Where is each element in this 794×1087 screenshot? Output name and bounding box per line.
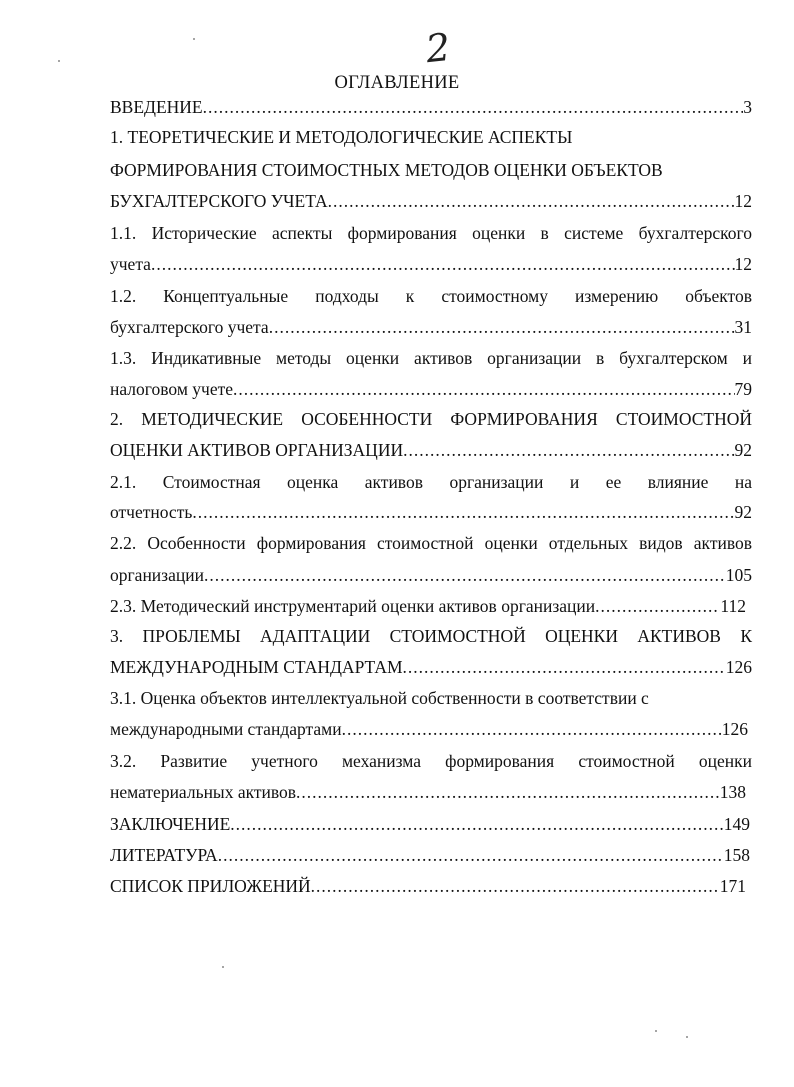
dot-leader [311, 874, 720, 898]
toc-section-1-1-last-line [110, 252, 752, 276]
scan-speck [686, 1036, 688, 1038]
toc-chapter-1-line-1: 1. ТЕОРЕТИЧЕСКИЕ И МЕТОДОЛОГИЧЕСКИЕ АСПЕКТЫ [110, 127, 573, 147]
scan-speck [58, 60, 60, 62]
toc-chapter-1-last-line [110, 189, 752, 213]
toc-section-2-1-line-1: 2.1. Стоимостная оценка активов организации и ее влияние на [110, 472, 752, 492]
toc-entry-page: 92 [734, 502, 752, 522]
toc-entry-label: международными стандартами [110, 719, 342, 739]
dot-leader [296, 780, 720, 804]
toc-entry-page: 105 [725, 565, 752, 585]
handwritten-page-number: 2 [423, 24, 453, 72]
toc-entry-label: МЕЖДУНАРОДНЫМ СТАНДАРТАМ [110, 657, 403, 677]
toc-section-1-3-last-line [110, 377, 752, 401]
toc-entry-label: БУХГАЛТЕРСКОГО УЧЕТА [110, 191, 328, 211]
toc-entry-page: 92 [734, 440, 752, 460]
toc-section-1-3-line-1: 1.3. Индикативные методы оценки активов организации в бухгалтерском и [110, 348, 752, 368]
toc-entry-page: 12 [734, 191, 752, 211]
toc-entry-literature [110, 843, 750, 867]
toc-entry-page: 3 [743, 97, 752, 117]
toc-entry-label: нематериальных активов [110, 782, 297, 802]
toc-entry-page: 126 [725, 657, 752, 677]
toc-section-2-2-last-line [110, 563, 752, 587]
toc-entry-appendix-list [110, 874, 746, 898]
dot-leader [151, 252, 735, 276]
toc-section-2-2-line-1: 2.2. Особенности формирования стоимостной оценки отдельных видов активов [110, 533, 752, 553]
toc-chapter-1-line-2: ФОРМИРОВАНИЯ СТОИМОСТНЫХ МЕТОДОВ ОЦЕНКИ ОБЪЕКТОВ [110, 160, 663, 180]
toc-section-2-1-last-line [110, 500, 752, 524]
toc-section-3-1-last-line [110, 717, 748, 741]
toc-section-3-1-line-1: 3.1. Оценка объектов интеллектуальной собственности в соответствии с [110, 688, 649, 708]
toc-entry-page: 126 [721, 719, 748, 739]
dot-leader [342, 717, 722, 741]
toc-entry-label: ЛИТЕРАТУРА [110, 845, 218, 865]
dot-leader [595, 594, 720, 618]
scan-speck [193, 38, 195, 40]
toc-section-2-3 [110, 594, 746, 618]
toc-entry-label: ОЦЕНКИ АКТИВОВ ОРГАНИЗАЦИИ [110, 440, 404, 460]
toc-entry-page: 31 [734, 317, 752, 337]
toc-entry-label: ЗАКЛЮЧЕНИЕ [110, 814, 231, 834]
toc-entry-label: отчетность [110, 502, 193, 522]
toc-section-1-2-last-line [110, 315, 752, 339]
toc-section-1-2-line-1: 1.2. Концептуальные подходы к стоимостному измерению объектов [110, 286, 752, 306]
toc-section-3-2-last-line [110, 780, 746, 804]
toc-entry-label: бухгалтерского учета [110, 317, 269, 337]
toc-entry-page: 158 [723, 845, 750, 865]
toc-entry-label: налоговом учете [110, 379, 234, 399]
toc-entry-page: 171 [719, 876, 746, 896]
dot-leader [403, 438, 734, 462]
dot-leader [233, 377, 734, 401]
toc-section-1-1-line-1: 1.1. Исторические аспекты формирования оценки в системе бухгалтерского [110, 223, 752, 243]
toc-entry-page: 149 [723, 814, 750, 834]
dot-leader [230, 812, 723, 836]
toc-entry-page: 138 [719, 782, 746, 802]
toc-entry-introduction [110, 95, 752, 119]
toc-entry-label: организации [110, 565, 204, 585]
toc-entry-page: 79 [734, 379, 752, 399]
dot-leader [403, 655, 726, 679]
toc-entry-label: СПИСОК ПРИЛОЖЕНИЙ [110, 876, 311, 896]
toc-entry-label: ВВЕДЕНИЕ [110, 97, 203, 117]
dot-leader [203, 95, 744, 119]
scan-speck [222, 966, 224, 968]
dot-leader [269, 315, 735, 339]
scan-speck [655, 1030, 657, 1032]
dot-leader [328, 189, 735, 213]
toc-entry-page: 12 [734, 254, 752, 274]
toc-entry-label: учета [110, 254, 151, 274]
dot-leader [204, 563, 726, 587]
toc-entry-conclusion [110, 812, 750, 836]
dot-leader [218, 843, 724, 867]
toc-chapter-3-last-line [110, 655, 752, 679]
toc-chapter-2-line-1: 2. МЕТОДИЧЕСКИЕ ОСОБЕННОСТИ ФОРМИРОВАНИЯ СТОИМОСТНОЙ [110, 409, 752, 429]
toc-chapter-2-last-line [110, 438, 752, 462]
dot-leader [192, 500, 734, 524]
toc-entry-label: 2.3. Методический инструментарий оценки активов организации [110, 596, 596, 616]
toc-section-3-2-line-1: 3.2. Развитие учетного механизма формирования стоимостной оценки [110, 751, 752, 771]
toc-title: ОГЛАВЛЕНИЕ [334, 73, 460, 93]
toc-entry-page: 112 [720, 596, 746, 616]
toc-chapter-3-line-1: 3. ПРОБЛЕМЫ АДАПТАЦИИ СТОИМОСТНОЙ ОЦЕНКИ АКТИВОВ К [110, 626, 752, 646]
